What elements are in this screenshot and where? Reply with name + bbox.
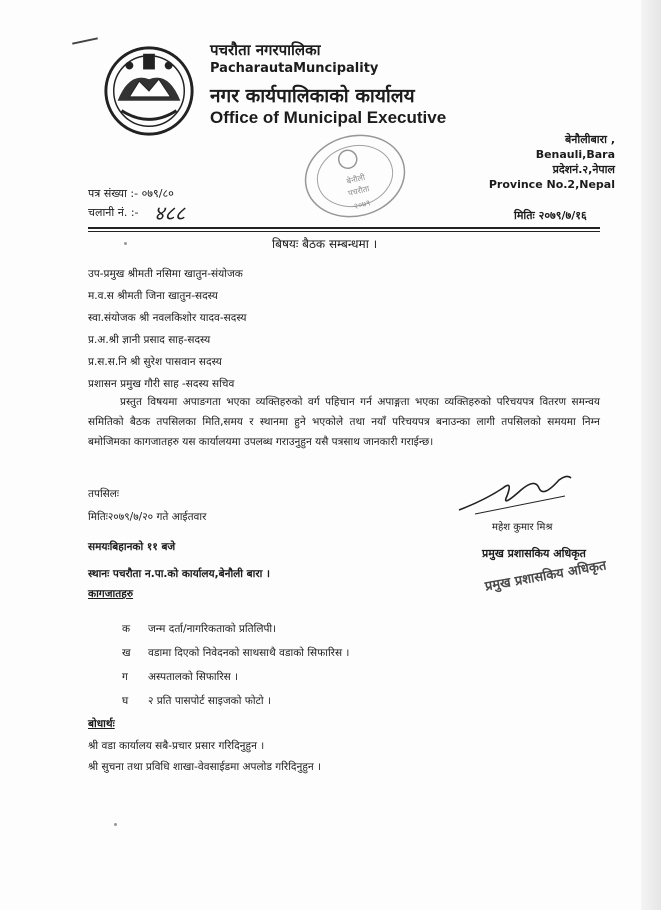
meeting-place: स्थानः पचरौता न.पा.को कार्यालय,बेनौली बारा । xyxy=(88,568,271,580)
addressee-line: प्र.अ.श्री ज्ञानी प्रसाद साह-सदस्य xyxy=(88,334,211,346)
header-divider xyxy=(88,227,600,229)
signer-title: प्रमुख प्रशासकिय अधिकृत xyxy=(482,547,586,560)
document-item xyxy=(122,689,349,713)
signature-scribble xyxy=(455,470,575,518)
stamp-text: पचरौता xyxy=(347,184,371,199)
address-line: Benauli,Bara xyxy=(535,148,615,161)
office-address xyxy=(489,132,615,192)
letter-subject: बिषयः बैठक सम्बन्धमा । xyxy=(272,237,378,251)
office-name-en: Office of Municipal Executive xyxy=(210,108,447,127)
addressee-line: प्र.स.स.नि श्री सुरेश पासवान सदस्य xyxy=(88,356,222,368)
document-text: अस्पतालको सिफारिस । xyxy=(148,671,239,683)
letter-body: प्रस्तुत विषयमा अपाङगता भएका व्यक्तिहरुको वर्ग पहिचान गर्न अपाङ्गता भएका व्यक्तिहरुको परिचयपत्र वितरण समन्वय समितिको बैठक तपसिलका मिति,समय र स्थानमा हुने भएकोले तथा नयाँ परिचयपत्र बनाउन्का लागी तपसिलको समयमा निम्न बमोजिमका कागजातहरु यस कार्यालयमा उपलब्ध गराउनुहुन यसै पत्रसाथ जानकारी गराईन्छ। xyxy=(88,396,600,448)
document-text: जन्म दर्ता/नागरिकताको प्रतिलिपी। xyxy=(148,623,277,635)
dispatch-number-handwritten: ४८८ xyxy=(154,201,186,225)
scan-speck xyxy=(124,242,127,245)
meeting-date: मितिः२०७९/७/२० गते आईतवार xyxy=(88,511,207,523)
stamp-text: बेनौली xyxy=(345,172,366,187)
dispatch-number-label: चलानी नं. :- xyxy=(88,206,139,219)
document-marker: ख xyxy=(122,647,131,659)
bodhartha-line: श्री सुचना तथा प्रविधि शाखा-वेवसाईडमा अपलोड गरिदिनुहुन । xyxy=(88,761,322,773)
document-text: २ प्रति पासपोर्ट साइजको फोटो । xyxy=(148,695,271,707)
designation-stamp: प्रमुख प्रशासकिय अधिकृत xyxy=(483,558,608,595)
scan-edge xyxy=(641,0,661,910)
documents-heading: कागजातहरु xyxy=(88,588,134,600)
document-item xyxy=(122,665,349,689)
bodhartha-heading: बोधार्थः xyxy=(88,718,115,730)
document-text: वडामा दिएको निवेदनको साथसाथै वडाको सिफारिस । xyxy=(148,647,350,659)
header-divider xyxy=(88,231,600,232)
address-line: Province No.2,Nepal xyxy=(488,178,615,191)
nepal-emblem-icon xyxy=(100,42,198,140)
letter-date: मितिः २०७९/७/१६ xyxy=(514,209,587,222)
signer-name: महेश कुमार मिश्र xyxy=(492,522,553,533)
document-item xyxy=(122,617,349,641)
office-name-np: नगर कार्यपालिकाको कार्यालय xyxy=(210,85,415,107)
meeting-time: समयःबिहानको ११ बजे xyxy=(88,541,176,553)
scan-speck xyxy=(114,823,117,826)
documents-list xyxy=(122,617,349,713)
addressee-line: स्वा.संयोजक श्री नवलकिशोर यादव-सदस्य xyxy=(88,312,247,324)
letter-number: पत्र संख्या :- ०७९/८० xyxy=(88,187,174,200)
stamp-text: २०७९ xyxy=(352,198,372,212)
document-marker: क xyxy=(122,623,131,635)
addressee-line: म.व.स श्रीमती जिना खातुन-सदस्य xyxy=(88,290,218,302)
addressee-line: प्रशासन प्रमुख गौरी साह -सदस्य सचिव xyxy=(88,378,235,390)
document-marker: घ xyxy=(122,695,129,707)
address-line: प्रदेशनं.२,नेपाल xyxy=(552,163,615,176)
document-item xyxy=(122,641,349,665)
addressee-line: उप-प्रमुख श्रीमती नसिमा खातुन-संयोजक xyxy=(88,268,243,280)
bodhartha-line: श्री वडा कार्यालय सबै-प्रचार प्रसार गरिदिनुहुन । xyxy=(88,740,265,752)
document-marker: ग xyxy=(122,671,128,683)
address-line: बेनौलीबारा , xyxy=(564,133,615,146)
tapasil-label: तपसिलः xyxy=(88,488,120,500)
addressee-list xyxy=(88,263,247,395)
municipality-name-en: PacharautaMuncipality xyxy=(210,61,379,76)
municipality-name-np: पचरौता नगरपालिका xyxy=(210,41,321,59)
